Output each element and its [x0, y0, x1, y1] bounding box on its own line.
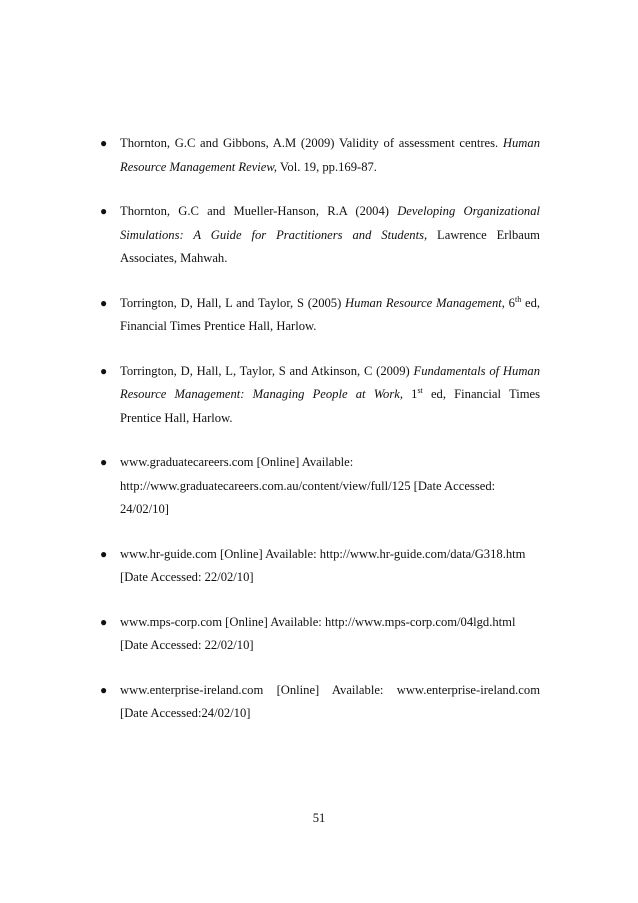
- reference-line: Resource Management: Managing People at Work, 1st ed, Financial Times: [120, 386, 540, 401]
- bullet-icon: ●: [100, 136, 108, 150]
- reference-item: [96, 292, 540, 339]
- reference-line: Torrington, D, Hall, L and Taylor, S (2005) Human Resource Management, 6th ed,: [120, 294, 541, 310]
- bullet-icon: ●: [100, 682, 108, 697]
- reference-line: [Date Accessed:24/02/10]: [120, 706, 251, 720]
- reference-line: www.enterprise-ireland.com [Online] Available: www.enterprise-ireland.com: [120, 682, 540, 697]
- bullet-icon: ●: [100, 614, 108, 629]
- reference-line: Resource Management Review, Vol. 19, pp.169-87.: [120, 159, 377, 174]
- reference-list: [96, 132, 540, 747]
- reference-line: [Date Accessed: 22/02/10]: [120, 638, 254, 652]
- reference-line: www.graduatecareers.com [Online] Available:: [120, 455, 354, 469]
- reference-line: http://www.graduatecareers.com.au/content/view/full/125 [Date Accessed:: [120, 478, 496, 493]
- reference-line: www.hr-guide.com [Online] Available: http://www.hr-guide.com/data/G318.htm: [120, 546, 526, 561]
- reference-line: www.mps-corp.com [Online] Available: http://www.mps-corp.com/04lgd.html: [120, 614, 516, 629]
- reference-line: Thornton, G.C and Gibbons, A.M (2009) Validity of assessment centres. Human: [120, 136, 540, 150]
- reference-item: [96, 543, 540, 590]
- bullet-icon: ●: [100, 363, 108, 378]
- reference-line: Prentice Hall, Harlow.: [120, 410, 233, 425]
- reference-line: Associates, Mahwah.: [120, 251, 228, 265]
- reference-line: Financial Times Prentice Hall, Harlow.: [120, 319, 317, 333]
- reference-item: [96, 200, 540, 271]
- reference-line: 24/02/10]: [120, 502, 169, 516]
- page-number: 51: [312, 811, 326, 825]
- bullet-icon: ●: [100, 295, 108, 310]
- bullet-icon: ●: [100, 204, 108, 218]
- reference-line: [Date Accessed: 22/02/10]: [120, 570, 254, 584]
- bullet-icon: ●: [100, 546, 108, 561]
- reference-item: [96, 451, 540, 522]
- reference-line: Torrington, D, Hall, L, Taylor, S and Atkinson, C (2009) Fundamentals of Human: [120, 363, 541, 378]
- bullet-icon: ●: [100, 455, 108, 469]
- reference-item: [96, 132, 540, 179]
- reference-item: [96, 679, 540, 726]
- reference-line: Simulations: A Guide for Practitioners and Students, Lawrence Erlbaum: [120, 227, 540, 242]
- reference-item: [96, 611, 540, 658]
- reference-line: Thornton, G.C and Mueller-Hanson, R.A (2004) Developing Organizational: [120, 204, 540, 218]
- reference-item: [96, 360, 540, 431]
